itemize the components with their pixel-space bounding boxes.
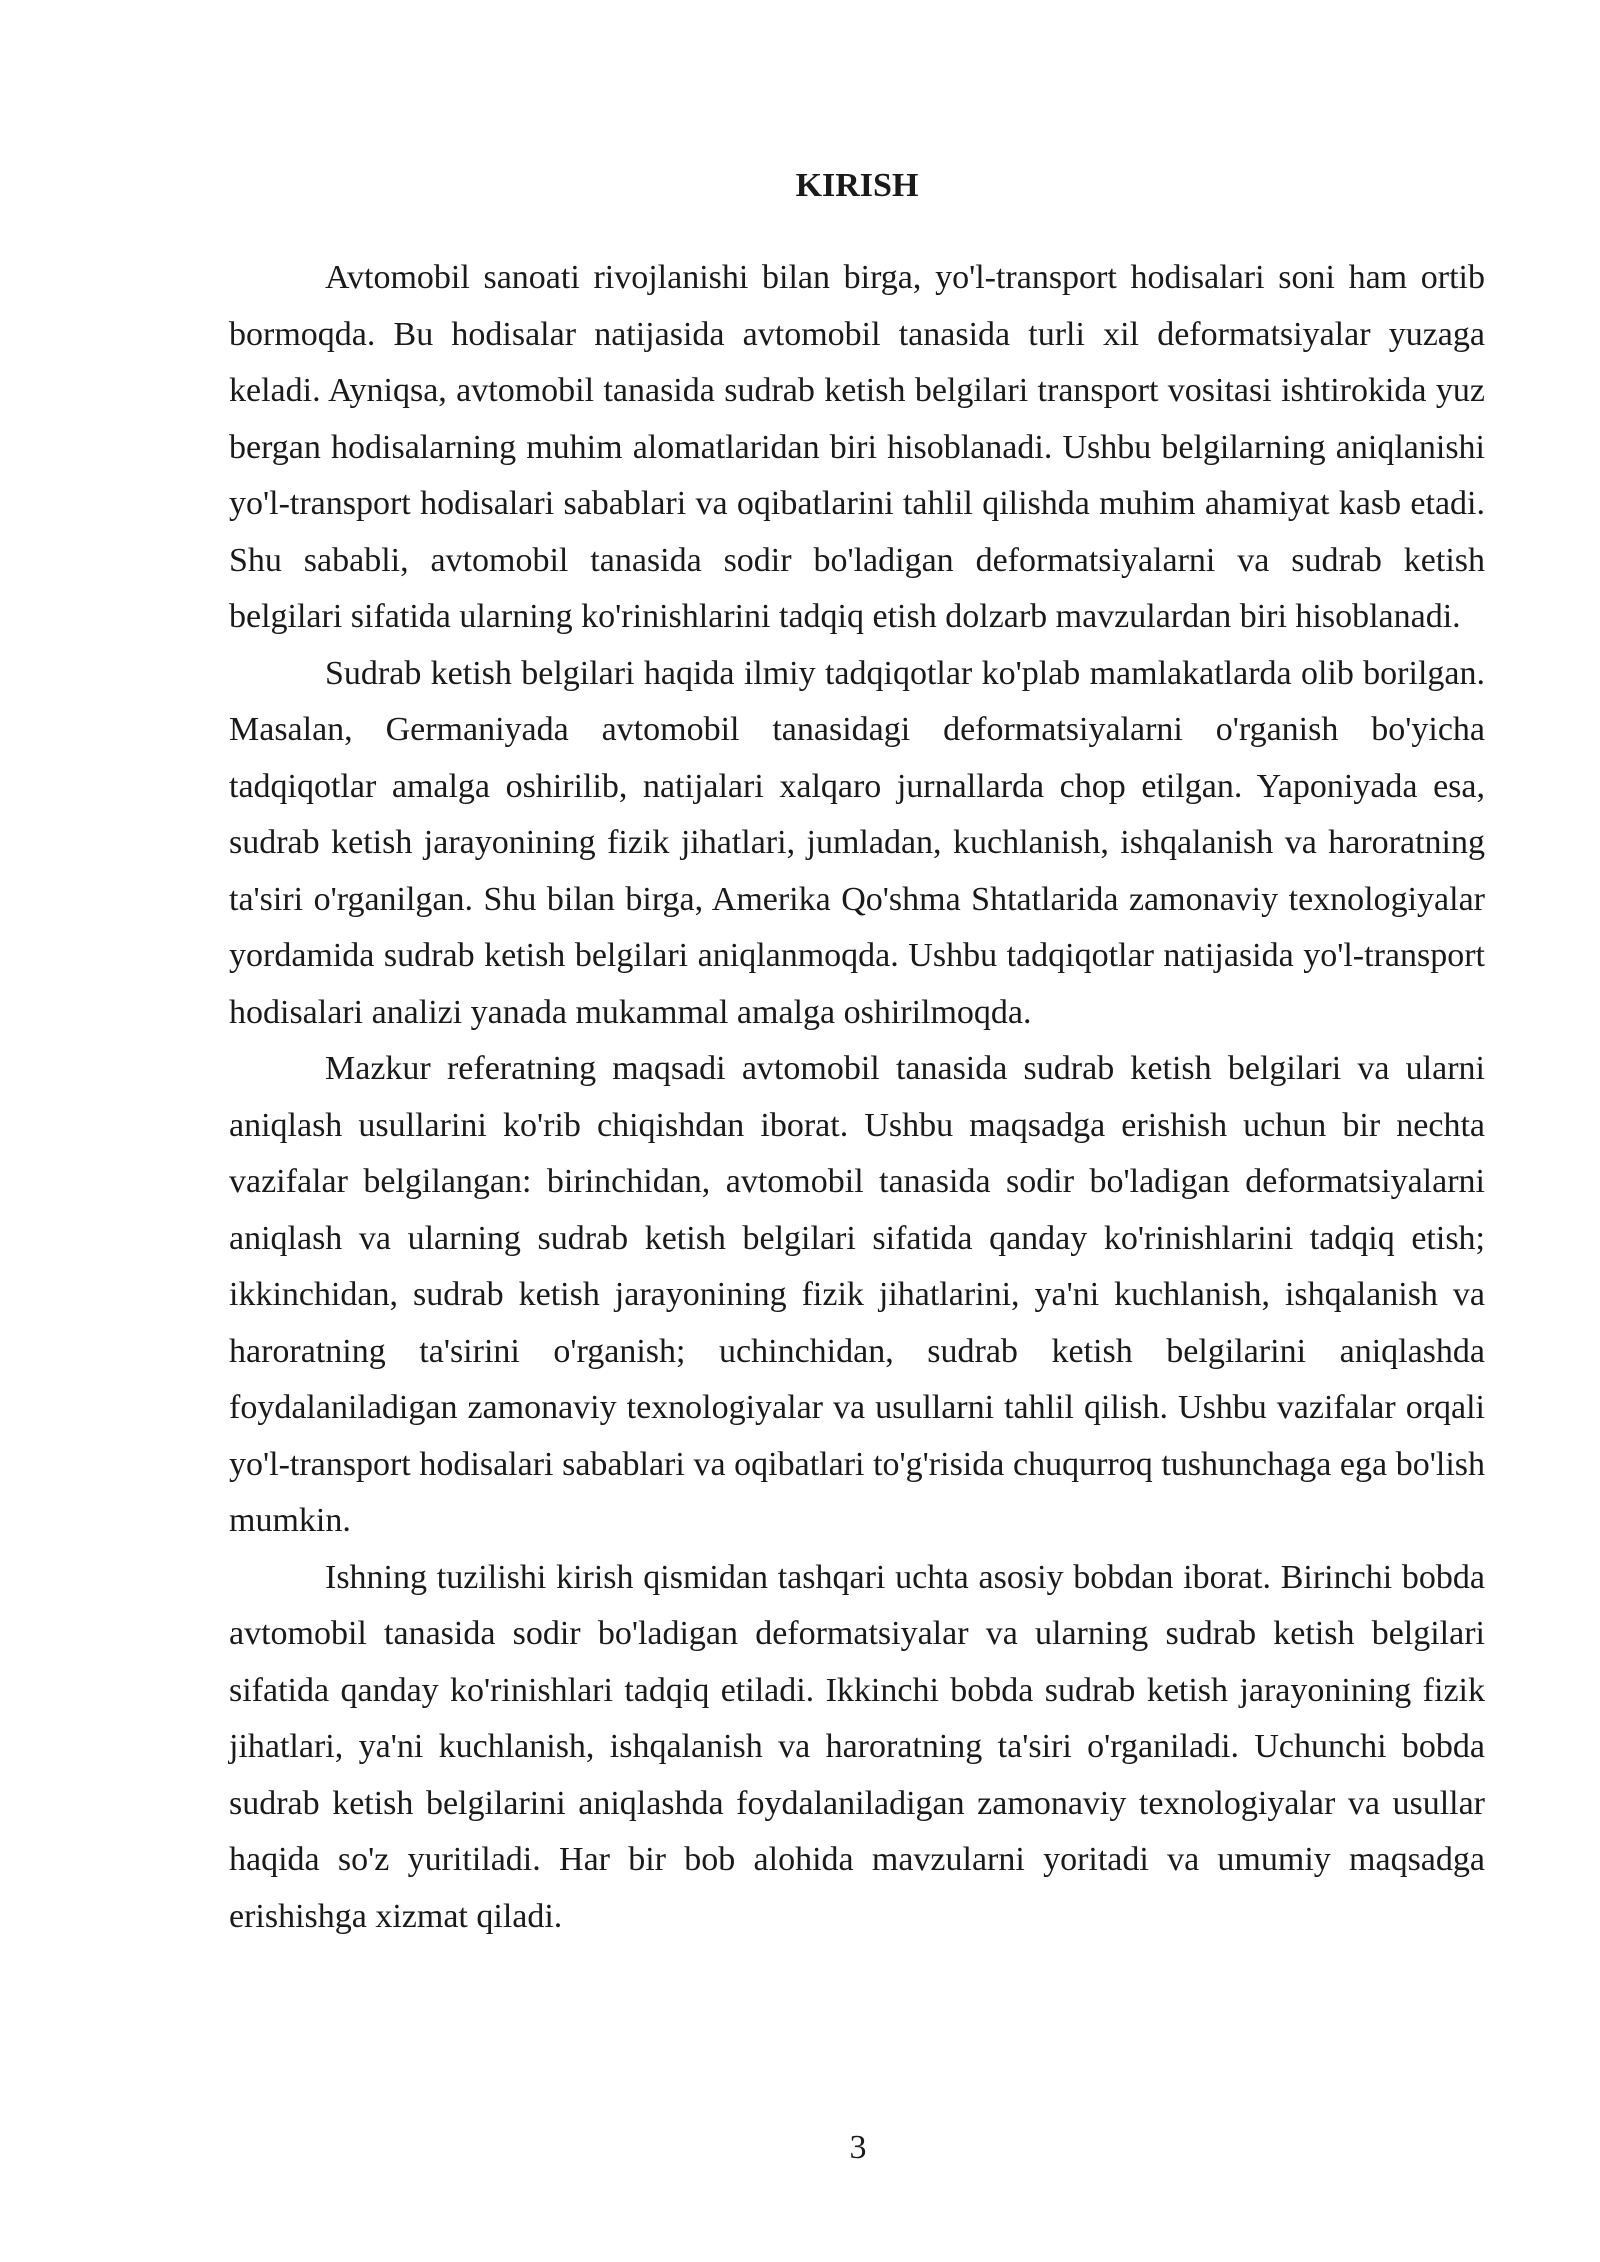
paragraph-goals-and-tasks: Mazkur referatning maqsadi avtomobil tanasida sudrab ketish belgilari va ularni aniqlash usullarini ko'rib chiqishdan iborat. Ushbu maqsadga erishish uchun bir nechta vazifalar belgilangan: birinchidan, avtomobil tanasida sodir bo'ladigan deformatsiyalarni aniqlash va ularning sudrab ketish belgilari sifatida qanday ko'rinishlarini tadqiq etish; ikkinchidan, sudrab ketish jarayonining fizik jihatlarini, ya'ni kuchlanish, ishqalanish va haroratning ta'sirini o'rganish; uchinchidan, sudrab ketish belgilarini aniqlashda foydalaniladigan zamonaviy texnologiyalar va usullarni tahlil qilish. Ushbu vazifalar orqali yo'l-transport hodisalari sabablari va oqibatlari to'g'risida chuqurroq tushunchaga ega bo'lish mumkin. <box>229 1050 1485 1539</box>
document-body <box>229 250 1485 1945</box>
paragraph-work-structure: Ishning tuzilishi kirish qismidan tashqari uchta asosiy bobdan iborat. Birinchi bobda avtomobil tanasida sodir bo'ladigan deformatsiyalar va ularning sudrab ketish belgilari sifatida qanday ko'rinishlari tadqiq etiladi. Ikkinchi bobda sudrab ketish jarayonining fizik jihatlari, ya'ni kuchlanish, ishqalanish va haroratning ta'siri o'rganiladi. Uchunchi bobda sudrab ketish belgilarini aniqlashda foydalaniladigan zamonaviy texnologiyalar va usullar haqida so'z yuritiladi. Har bir bob alohida mavzularni yoritadi va umumiy maqsadga erishishga xizmat qiladi. <box>229 1558 1485 1935</box>
paragraph-introduction-context: Avtomobil sanoati rivojlanishi bilan birga, yo'l-transport hodisalari soni ham ortib bormoqda. Bu hodisalar natijasida avtomobil tanasida turli xil deformatsiyalar yuzaga keladi. Ayniqsa, avtomobil tanasida sudrab ketish belgilari transport vositasi ishtirokida yuz bergan hodisalarning muhim alomatlaridan biri hisoblanadi. Ushbu belgilarning aniqlanishi yo'l-transport hodisalari sabablari va oqibatlarini tahlil qilishda muhim ahamiyat kasb etadi. Shu sababli, avtomobil tanasida sodir bo'ladigan deformatsiyalarni va sudrab ketish belgilari sifatida ularning ko'rinishlarini tadqiq etish dolzarb mavzulardan biri hisoblanadi. <box>229 259 1485 635</box>
page-title: KIRISH <box>795 167 919 204</box>
page-number: 3 <box>849 2129 867 2166</box>
paragraph-research-overview: Sudrab ketish belgilari haqida ilmiy tadqiqotlar ko'plab mamlakatlarda olib borilgan. Masalan, Germaniyada avtomobil tanasidagi deformatsiyalarni o'rganish bo'yicha tadqiqotlar amalga oshirilib, natijalari xalqaro jurnallarda chop etilgan. Yaponiyada esa, sudrab ketish jarayonining fizik jihatlari, jumladan, kuchlanish, ishqalanish va haroratning ta'siri o'rganilgan. Shu bilan birga, Amerika Qo'shma Shtatlarida zamonaviy texnologiyalar yordamida sudrab ketish belgilari aniqlanmoqda. Ushbu tadqiqotlar natijasida yo'l-transport hodisalari analizi yanada mukammal amalga oshirilmoqda. <box>229 654 1485 1031</box>
